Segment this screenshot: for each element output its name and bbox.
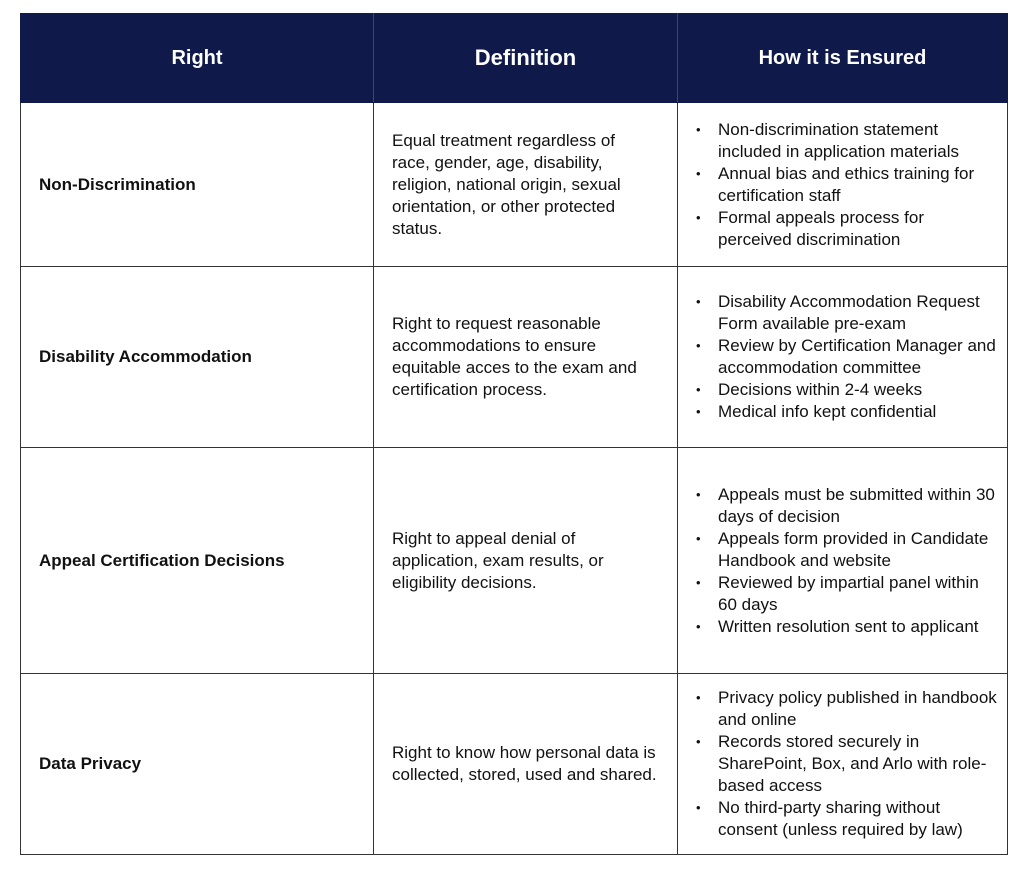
bullet-icon: • [696,800,701,815]
right-definition: Equal treatment regardless of race, gender, age, disability, religion, national origin, sexual orientation, or other protected status. [374,103,678,267]
bullet-icon: • [696,165,701,181]
table-row [21,448,1008,674]
right-name: Data Privacy [21,674,374,855]
how-ensured-cell [678,267,1008,448]
how-ensured-cell [678,674,1008,855]
list-item-text: No third-party sharing without consent (unless required by law) [718,798,963,839]
list-item [696,119,997,163]
how-ensured-list [696,291,997,423]
table-row [21,103,1008,267]
list-item-text: Review by Certification Manager and accommodation committee [718,336,996,377]
right-definition: Right to appeal denial of application, exam results, or eligibility decisions. [374,448,678,674]
bullet-icon: • [696,734,701,749]
right-definition: Right to request reasonable accommodations to ensure equitable acces to the exam and certification process. [374,267,678,448]
header-definition: Definition [374,14,678,103]
list-item-text: Non-discrimination statement included in application materials [718,119,959,161]
how-ensured-cell [678,448,1008,674]
header-right: Right [21,14,374,103]
list-item-text: Decisions within 2-4 weeks [718,380,923,399]
how-ensured-list [696,119,997,251]
list-item-text: Medical info kept confidential [718,402,937,421]
bullet-icon: • [696,690,701,705]
list-item [696,401,997,423]
list-item-text: Disability Accommodation Request Form available pre-exam [718,292,980,333]
bullet-icon: • [696,530,701,546]
list-item [696,572,997,616]
right-definition: Right to know how personal data is collected, stored, used and shared. [374,674,678,855]
bullet-icon: • [696,574,701,590]
list-item-text: Privacy policy published in handbook and online [718,688,997,729]
header-row [21,14,1008,103]
list-item [696,335,997,379]
table-row [21,674,1008,855]
list-item [696,731,997,797]
list-item [696,797,997,841]
how-ensured-list [696,687,997,841]
bullet-icon: • [696,338,701,353]
right-name: Disability Accommodation [21,267,374,448]
list-item-text: Annual bias and ethics training for certification staff [718,163,975,205]
list-item-text: Formal appeals process for perceived discrimination [718,207,924,249]
bullet-icon: • [696,382,701,397]
list-item [696,687,997,731]
list-item [696,291,997,335]
rights-table [20,13,1008,855]
list-item [696,616,997,638]
list-item-text: Records stored securely in SharePoint, Box, and Arlo with role-based access [718,732,987,795]
list-item [696,528,997,572]
bullet-icon: • [696,294,701,309]
how-ensured-cell [678,103,1008,267]
list-item-text: Appeals form provided in Candidate Handbook and website [718,528,989,570]
list-item-text: Appeals must be submitted within 30 days of decision [718,484,995,526]
list-item [696,163,997,207]
bullet-icon: • [696,404,701,419]
list-item [696,379,997,401]
right-name: Non-Discrimination [21,103,374,267]
list-item [696,207,997,251]
bullet-icon: • [696,121,701,137]
bullet-icon: • [696,486,701,502]
right-name: Appeal Certification Decisions [21,448,374,674]
list-item-text: Reviewed by impartial panel within 60 days [718,572,979,614]
list-item-text: Written resolution sent to applicant [718,616,979,636]
table-row [21,267,1008,448]
list-item [696,484,997,528]
bullet-icon: • [696,209,701,225]
bullet-icon: • [696,618,701,634]
header-how-ensured: How it is Ensured [678,14,1008,103]
how-ensured-list [696,484,997,638]
